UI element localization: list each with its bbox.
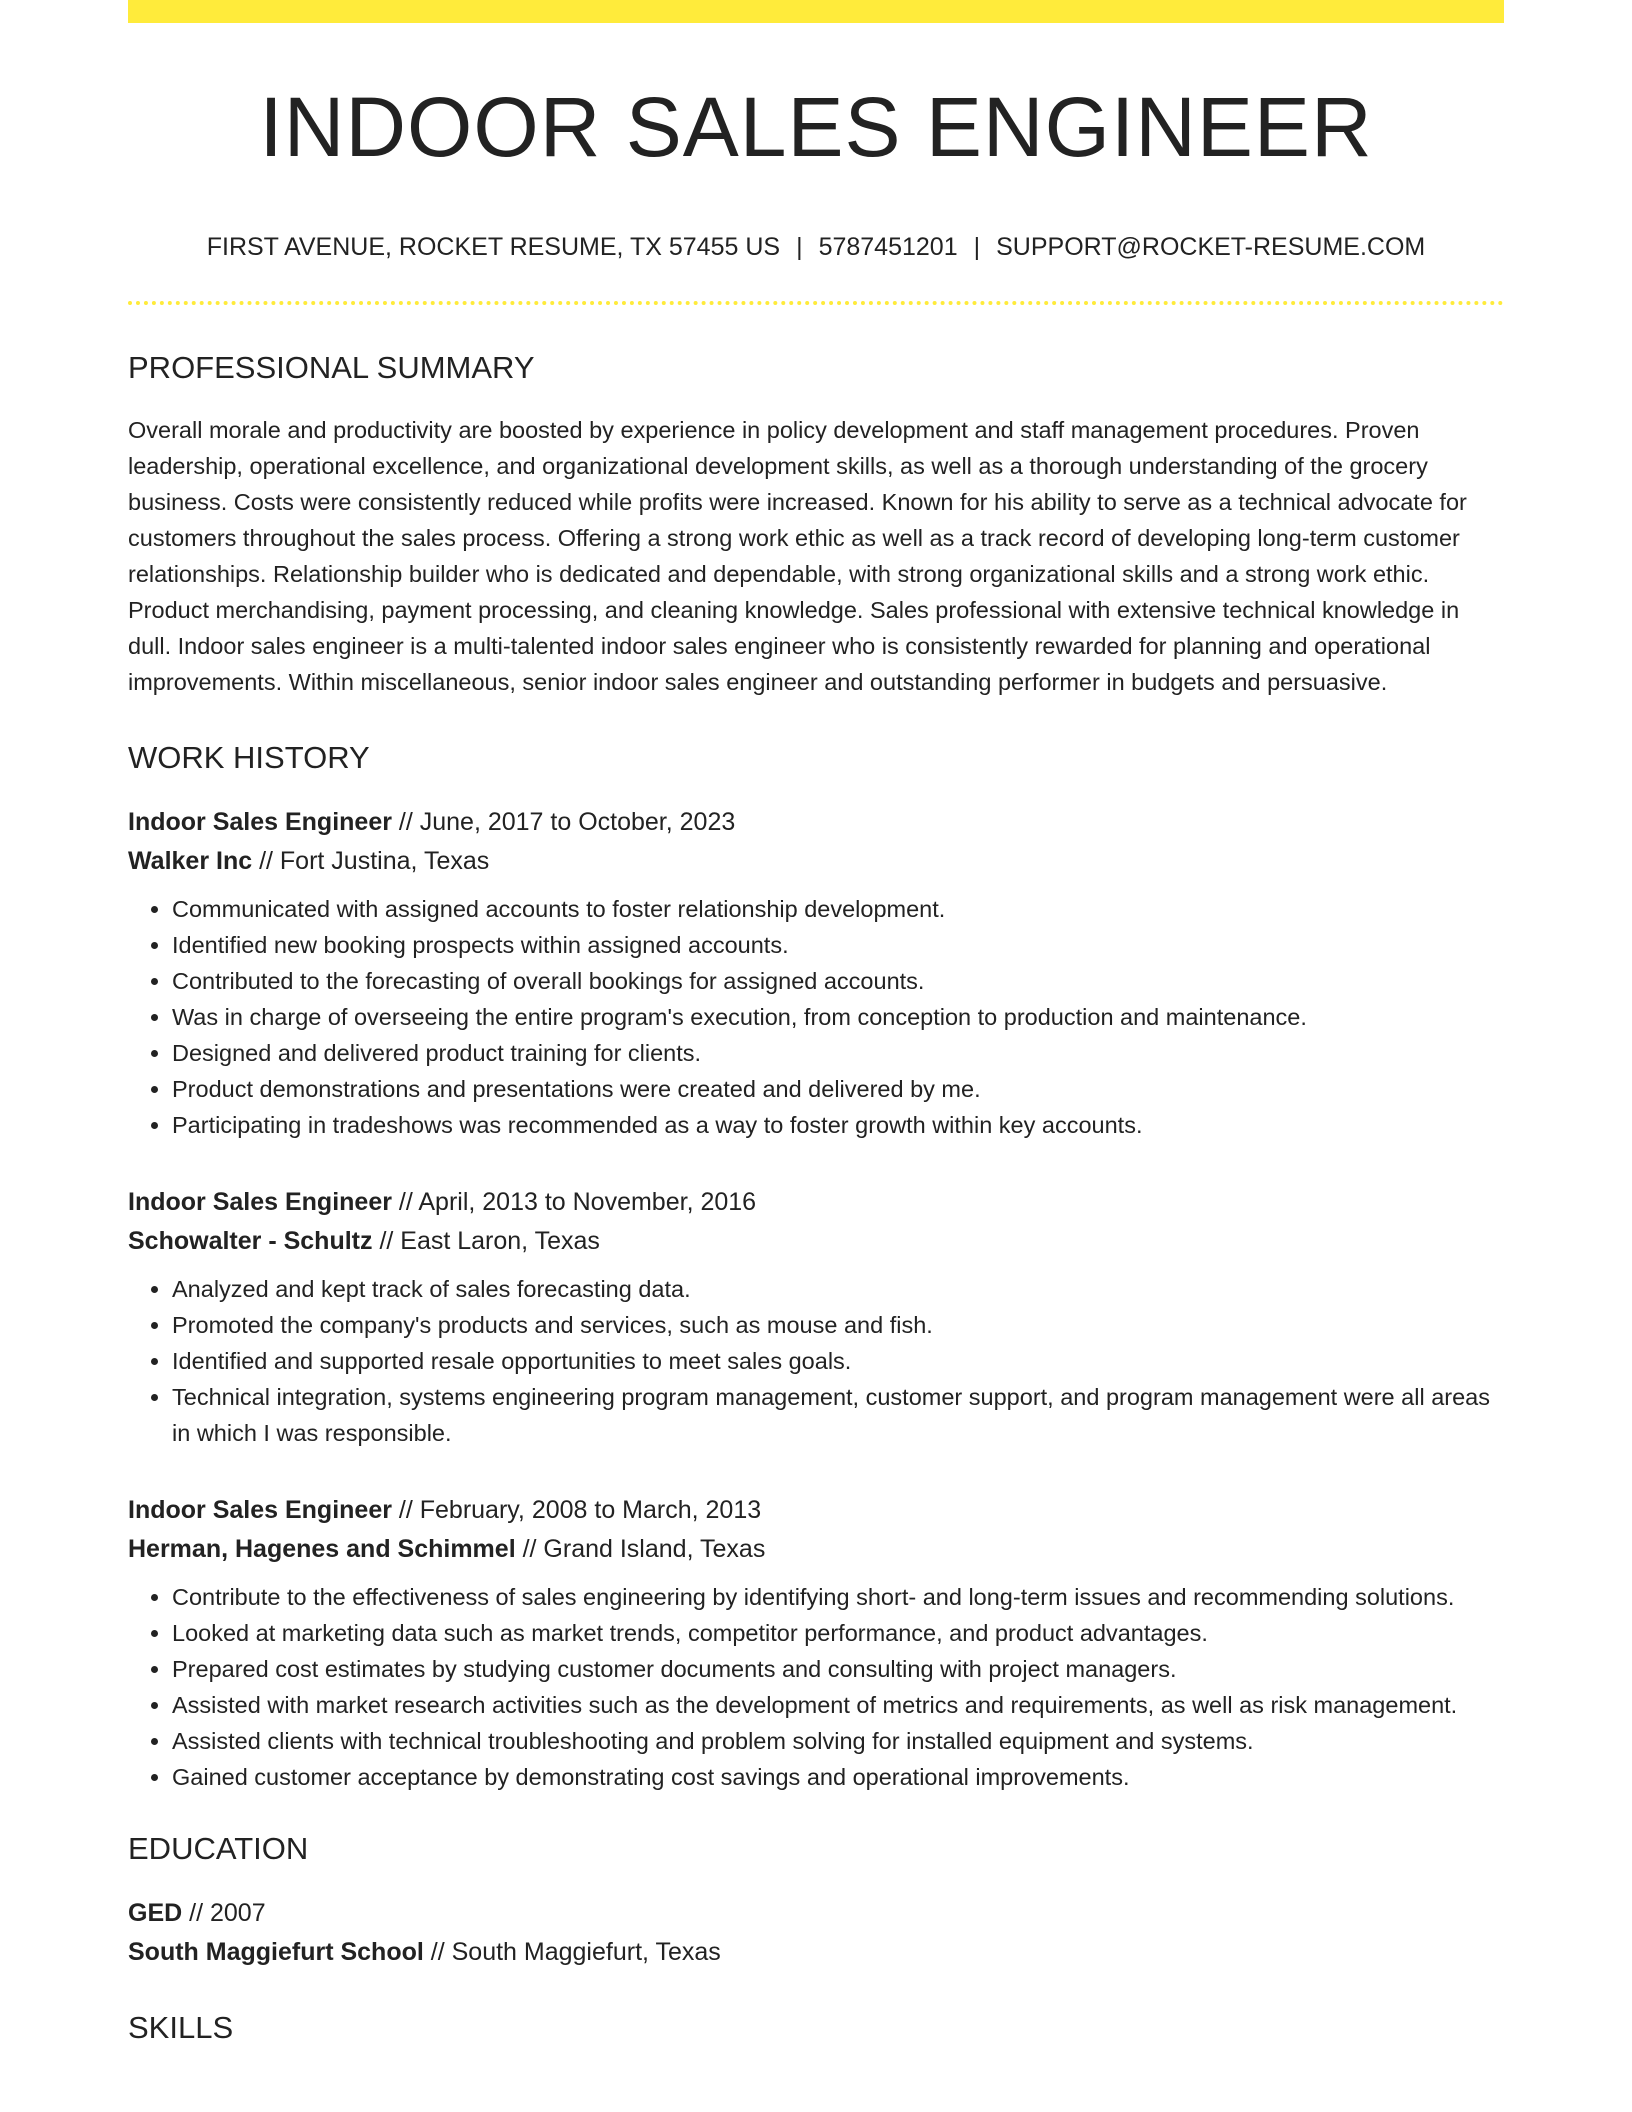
- job-company: Herman, Hagenes and Schimmel: [128, 1535, 516, 1563]
- job-bullet-list: [128, 1271, 1504, 1451]
- job-company-line: [128, 1222, 1504, 1261]
- job-bullet: • Prepared cost estimates by studying customer documents and consulting with project managers.: [172, 1651, 1504, 1687]
- job-bullet: • Participating in tradeshows was recommended as a way to foster growth within key accounts.: [172, 1107, 1504, 1143]
- job-dates: // February, 2008 to March, 2013: [398, 1496, 762, 1524]
- education-year: // 2007: [189, 1899, 266, 1927]
- job-entry: [128, 1491, 1504, 1795]
- job-location: // East Laron, Texas: [379, 1227, 600, 1255]
- job-role: Indoor Sales Engineer: [128, 808, 392, 836]
- job-entry: [128, 1183, 1504, 1451]
- job-bullet: • Product demonstrations and presentations were created and delivered by me.: [172, 1071, 1504, 1107]
- section-title-skills: SKILLS: [128, 2010, 234, 2045]
- job-bullet: • Contributed to the forecasting of overall bookings for assigned accounts.: [172, 963, 1504, 999]
- job-bullet: • Assisted with market research activities such as the development of metrics and requirements, as well as risk management.: [172, 1687, 1504, 1723]
- summary-text: Overall morale and productivity are boosted by experience in policy development and staff management procedures. Proven leadership, operational excellence, and organizational development skills, as well as a thorough understanding of the grocery business. Costs were consistently reduced while profits were increased. Known for his ability to serve as a technical advocate for customers throughout the sales process. Offering a strong work ethic as well as a track record of developing long-term customer relationships. Relationship builder who is dedicated and dependable, with strong organizational skills and a strong work ethic. Product merchandising, payment processing, and cleaning knowledge. Sales professional with extensive technical knowledge in dull. Indoor sales engineer is a multi-talented indoor sales engineer who is consistently rewarded for planning and operational improvements. Within miscellaneous, senior indoor sales engineer and outstanding performer in budgets and persuasive.: [128, 417, 1467, 695]
- job-bullet: • Identified new booking prospects within assigned accounts.: [172, 927, 1504, 963]
- job-company-line: [128, 842, 1504, 881]
- header-divider: [128, 301, 1504, 305]
- job-company: Walker Inc: [128, 847, 253, 875]
- job-dates: // April, 2013 to November, 2016: [398, 1188, 757, 1216]
- header-accent-bar: [128, 0, 1504, 23]
- education-school: South Maggiefurt School: [128, 1938, 424, 1966]
- contact-line: [128, 235, 1504, 260]
- job-bullet: • Technical integration, systems engineering program management, customer support, and program management were all areas in which I was responsible.: [172, 1379, 1504, 1451]
- job-bullet-list: [128, 891, 1504, 1143]
- contact-address: FIRST AVENUE, ROCKET RESUME, TX 57455 US: [206, 233, 781, 261]
- resume-page: [128, 0, 1504, 2043]
- job-bullet: • Assisted clients with technical troubleshooting and problem solving for installed equipment and systems.: [172, 1723, 1504, 1759]
- education-location: // South Maggiefurt, Texas: [430, 1938, 721, 1966]
- contact-phone: 5787451201: [818, 233, 958, 261]
- contact-separator: |: [973, 233, 981, 261]
- job-location: // Fort Justina, Texas: [259, 847, 490, 875]
- section-title-education: EDUCATION: [128, 1831, 309, 1866]
- contact-email: SUPPORT@ROCKET-RESUME.COM: [996, 233, 1426, 261]
- job-bullet: • Gained customer acceptance by demonstrating cost savings and operational improvements.: [172, 1759, 1504, 1795]
- education-degree-line: [128, 1894, 1504, 1933]
- job-bullet: • Looked at marketing data such as market trends, competitor performance, and product advantages.: [172, 1615, 1504, 1651]
- job-role: Indoor Sales Engineer: [128, 1496, 392, 1524]
- section-title-work-history: WORK HISTORY: [128, 740, 370, 775]
- job-role-line: [128, 1183, 1504, 1222]
- contact-separator: |: [796, 233, 803, 261]
- job-role-line: [128, 803, 1504, 842]
- job-location: // Grand Island, Texas: [522, 1535, 766, 1563]
- job-dates: // June, 2017 to October, 2023: [398, 808, 736, 836]
- resume-title: INDOOR SALES ENGINEER: [259, 80, 1373, 174]
- job-entry: [128, 803, 1504, 1143]
- job-company: Schowalter - Schultz: [128, 1227, 373, 1255]
- job-role-line: [128, 1491, 1504, 1530]
- job-bullet-list: [128, 1579, 1504, 1795]
- education-school-line: [128, 1933, 1504, 1972]
- job-bullet: • Promoted the company's products and services, such as mouse and fish.: [172, 1307, 1504, 1343]
- job-bullet: • Contribute to the effectiveness of sales engineering by identifying short- and long-term issues and recommending solutions.: [172, 1579, 1504, 1615]
- education-degree: GED: [128, 1899, 183, 1927]
- job-company-line: [128, 1530, 1504, 1569]
- job-role: Indoor Sales Engineer: [128, 1188, 392, 1216]
- job-bullet: • Analyzed and kept track of sales forecasting data.: [172, 1271, 1504, 1307]
- job-bullet: • Was in charge of overseeing the entire program's execution, from conception to production and maintenance.: [172, 999, 1504, 1035]
- section-title-summary: PROFESSIONAL SUMMARY: [128, 350, 535, 385]
- job-bullet: • Designed and delivered product training for clients.: [172, 1035, 1504, 1071]
- education-entry: [128, 1894, 1504, 1972]
- job-bullet: • Identified and supported resale opportunities to meet sales goals.: [172, 1343, 1504, 1379]
- job-bullet: • Communicated with assigned accounts to foster relationship development.: [172, 891, 1504, 927]
